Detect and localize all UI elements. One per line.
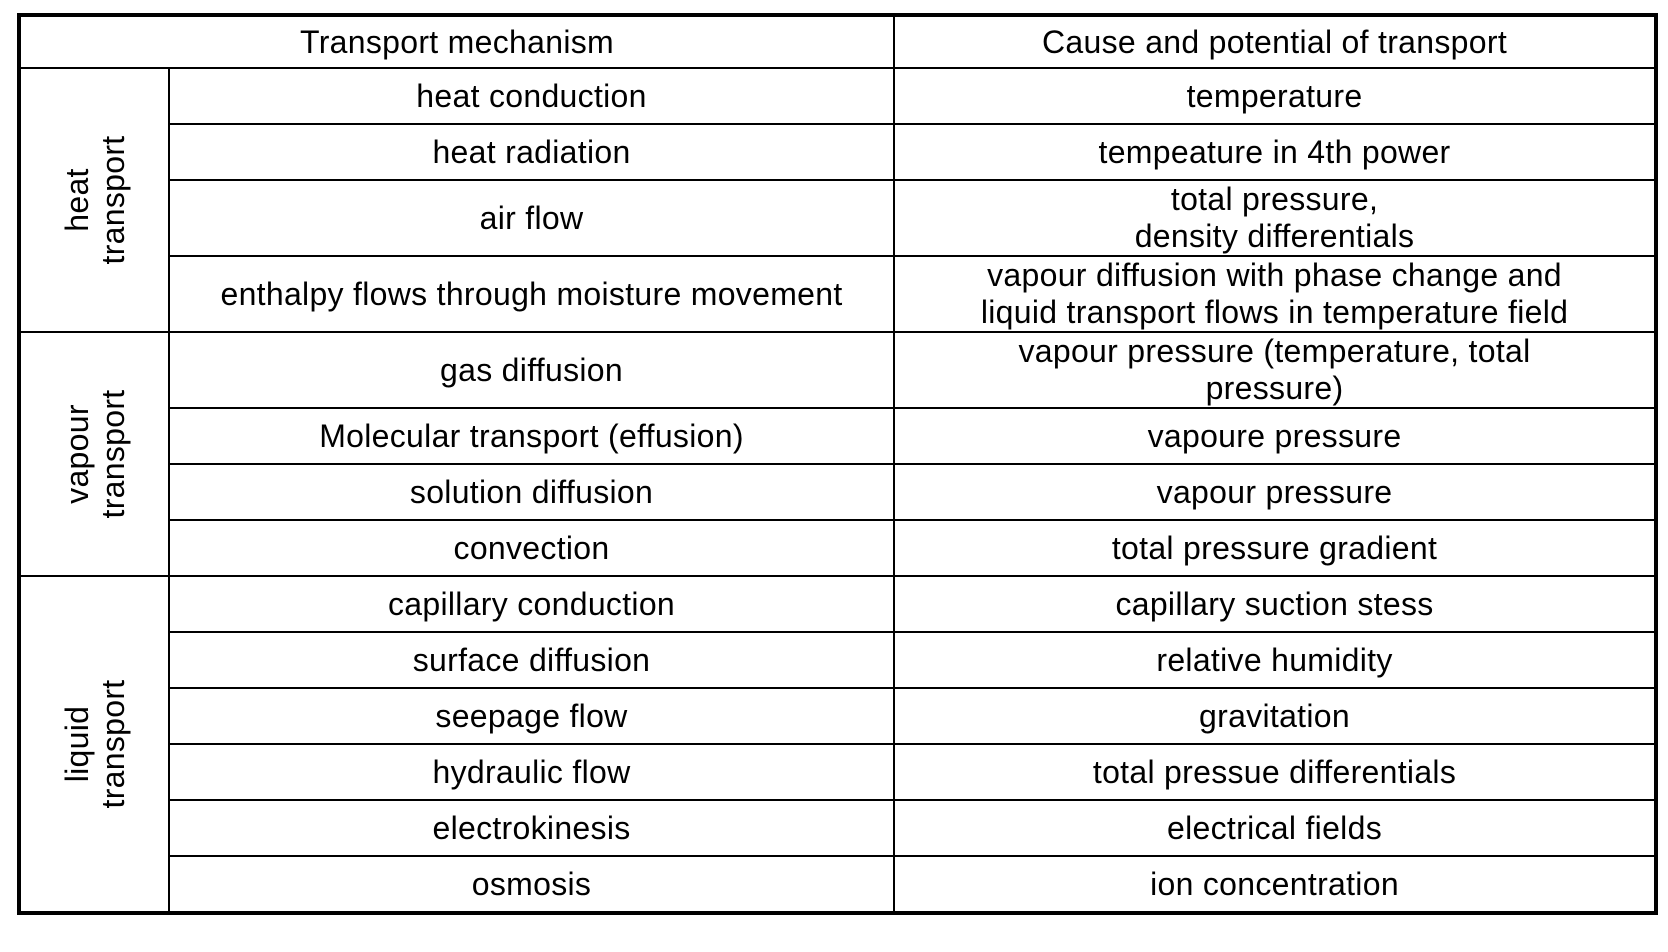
cause-cell: [894, 688, 1656, 744]
cause-cell: [894, 124, 1656, 180]
mechanism-cell: [169, 256, 894, 332]
table-row: [19, 464, 1656, 520]
table-row: [19, 800, 1656, 856]
cause-cell: [894, 856, 1656, 913]
table-row: [19, 68, 1656, 124]
cause-cell: [894, 332, 1656, 408]
cause-text: capillary suction stess: [1115, 585, 1434, 622]
mechanism-text: seepage flow: [435, 697, 628, 734]
cause-cell: [894, 576, 1656, 632]
group-label: heat transport: [58, 135, 131, 265]
cause-text: tempeature in 4th power: [1098, 133, 1451, 170]
transport-table-container: [17, 13, 1654, 915]
mechanism-cell: [169, 744, 894, 800]
mechanism-text: solution diffusion: [409, 473, 654, 510]
mechanism-text: Molecular transport (effusion): [319, 417, 744, 454]
header-mechanism: [19, 15, 894, 68]
mechanism-text: electrokinesis: [432, 809, 631, 846]
group-label: liquid transport: [58, 679, 131, 809]
cause-text: vapour pressure (temperature, total pressure): [1018, 333, 1531, 406]
cause-text: vapour pressure: [1156, 473, 1393, 510]
mechanism-text: gas diffusion: [440, 351, 623, 388]
mechanism-text: convection: [453, 529, 610, 566]
cause-text: temperature: [1186, 77, 1363, 114]
cause-cell: [894, 256, 1656, 332]
mechanism-text: heat conduction: [416, 77, 647, 114]
mechanism-cell: [169, 408, 894, 464]
mechanism-text: heat radiation: [432, 133, 631, 170]
table-row: [19, 744, 1656, 800]
table-row: [19, 332, 1656, 408]
cause-cell: [894, 464, 1656, 520]
cause-cell: [894, 408, 1656, 464]
mechanism-cell: [169, 332, 894, 408]
cause-cell: [894, 180, 1656, 256]
header-cause: [894, 15, 1656, 68]
header-cause-label: Cause and potential of transport: [1042, 23, 1508, 60]
table-row: [19, 180, 1656, 256]
cause-cell: [894, 68, 1656, 124]
table-row: [19, 856, 1656, 913]
group-heat-transport: [19, 68, 169, 332]
mechanism-cell: [169, 124, 894, 180]
cause-text: vapoure pressure: [1147, 417, 1402, 454]
table-row: [19, 408, 1656, 464]
cause-text: gravitation: [1199, 697, 1350, 734]
header-mechanism-label: Transport mechanism: [300, 23, 614, 60]
group-label: vapour transport: [58, 389, 131, 519]
cause-text: electrical fields: [1167, 809, 1382, 846]
mechanism-cell: [169, 856, 894, 913]
mechanism-cell: [169, 180, 894, 256]
table-row: [19, 256, 1656, 332]
table-row: [19, 688, 1656, 744]
mechanism-text: air flow: [479, 199, 584, 236]
mechanism-cell: [169, 688, 894, 744]
table-row: [19, 520, 1656, 576]
cause-cell: [894, 800, 1656, 856]
cause-cell: [894, 744, 1656, 800]
cause-cell: [894, 520, 1656, 576]
mechanism-cell: [169, 464, 894, 520]
mechanism-text: hydraulic flow: [432, 753, 631, 790]
group-vapour-transport: [19, 332, 169, 576]
table-row: [19, 124, 1656, 180]
cause-text: total pressue differentials: [1092, 753, 1457, 790]
table-row: [19, 576, 1656, 632]
cause-text: total pressure gradient: [1111, 529, 1438, 566]
mechanism-cell: [169, 800, 894, 856]
cause-text: relative humidity: [1156, 641, 1393, 678]
mechanism-cell: [169, 576, 894, 632]
mechanism-text: enthalpy flows through moisture movement: [220, 275, 843, 312]
cause-cell: [894, 632, 1656, 688]
cause-text: ion concentration: [1150, 865, 1399, 902]
table-row: [19, 632, 1656, 688]
cause-text: total pressure, density differentials: [1134, 181, 1415, 254]
header-row: [19, 15, 1656, 68]
mechanism-text: capillary conduction: [387, 585, 676, 622]
mechanism-cell: [169, 520, 894, 576]
mechanism-text: surface diffusion: [412, 641, 651, 678]
group-liquid-transport: [19, 576, 169, 913]
mechanism-cell: [169, 68, 894, 124]
mechanism-cell: [169, 632, 894, 688]
cause-text: vapour diffusion with phase change and liquid transport flows in temperature field: [980, 257, 1569, 330]
transport-table: [17, 13, 1658, 915]
mechanism-text: osmosis: [471, 865, 592, 902]
